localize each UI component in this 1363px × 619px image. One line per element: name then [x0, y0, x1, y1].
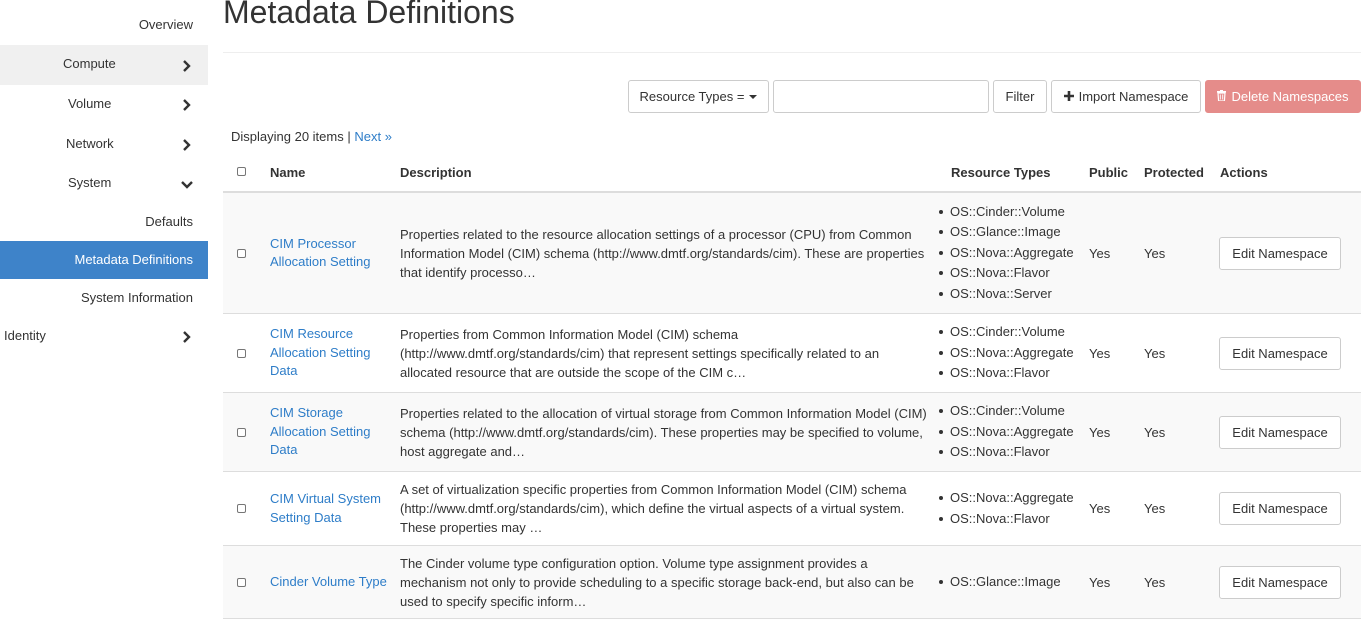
- row-select-cell: [237, 393, 246, 471]
- edit-namespace-button[interactable]: Edit Namespace: [1219, 566, 1341, 599]
- public-value: Yes: [1089, 345, 1111, 361]
- description-cell: [400, 472, 930, 545]
- actions-cell: [1219, 393, 1341, 471]
- resource-type-item: OS::Nova::Aggregate: [939, 422, 1074, 443]
- sidebar-item-defaults[interactable]: [0, 206, 208, 236]
- edit-namespace-button[interactable]: Edit Namespace: [1219, 492, 1341, 525]
- public-value: Yes: [1089, 245, 1111, 261]
- edit-namespace-button[interactable]: Edit Namespace: [1219, 337, 1341, 370]
- sidebar-item-label: System Information: [81, 290, 193, 305]
- row-checkbox[interactable]: [237, 249, 246, 258]
- sidebar-item-compute[interactable]: [0, 45, 208, 85]
- resource-type-item: OS::Glance::Image: [939, 222, 1074, 243]
- namespace-description: Properties from Common Information Model (CIM) schema (http://www.dmtf.org/standards/cim) that represent settings specifically related to an allocated resource that are outside the scope of the CIM c…: [400, 326, 880, 380]
- protected-cell: [1144, 314, 1165, 392]
- namespace-link[interactable]: Cinder Volume Type: [270, 573, 387, 589]
- protected-cell: [1144, 546, 1165, 618]
- page-title: Metadata Definitions: [223, 0, 515, 30]
- import-namespace-button[interactable]: [1051, 80, 1201, 113]
- column-header-public[interactable]: Public: [1089, 165, 1129, 180]
- resource-types-cell: [939, 314, 1074, 392]
- table-header: [223, 153, 1361, 193]
- delete-namespaces-button[interactable]: [1205, 80, 1361, 113]
- pagination-separator: |: [347, 129, 351, 144]
- column-header-description[interactable]: Description: [400, 165, 472, 180]
- name-cell: [270, 193, 388, 313]
- sidebar-item-label: System: [68, 175, 112, 190]
- resource-type-item: OS::Glance::Image: [939, 572, 1061, 593]
- column-header-name[interactable]: Name: [270, 165, 306, 180]
- resource-type-item: OS::Nova::Flavor: [939, 509, 1074, 530]
- resource-type-item: OS::Nova::Flavor: [939, 442, 1074, 463]
- resource-types-dropdown[interactable]: [628, 80, 769, 113]
- edit-namespace-button[interactable]: Edit Namespace: [1219, 237, 1341, 270]
- protected-value: Yes: [1144, 574, 1166, 590]
- resource-types-cell: [939, 472, 1074, 545]
- chevron-right-icon: [179, 97, 195, 113]
- namespaces-table: [223, 153, 1361, 619]
- actions-cell: [1219, 314, 1341, 392]
- column-header-actions: Actions: [1220, 165, 1268, 180]
- public-cell: [1089, 393, 1110, 471]
- public-cell: [1089, 472, 1110, 545]
- filter-button-label: Filter: [1005, 89, 1035, 104]
- sidebar-item-label: Network: [66, 136, 114, 151]
- select-all-checkbox[interactable]: [237, 167, 246, 176]
- resource-type-item: OS::Nova::Aggregate: [939, 488, 1074, 509]
- row-checkbox[interactable]: [237, 504, 246, 513]
- resource-types-cell: [939, 193, 1074, 313]
- title-divider: [223, 52, 1361, 53]
- row-select-cell: [237, 546, 246, 618]
- namespace-description: Properties related to the allocation of virtual storage from Common Information Model (CIM) schema (http://www.dmtf.org/standards/cim). These properties may be specified to volume, host aggregate and…: [400, 405, 927, 459]
- resource-types-list: [939, 401, 1074, 463]
- resource-type-item: OS::Nova::Aggregate: [939, 243, 1074, 264]
- caret-down-icon: [749, 95, 757, 99]
- sidebar-item-label: Defaults: [145, 214, 193, 229]
- sidebar-item-volume[interactable]: [0, 88, 208, 120]
- protected-value: Yes: [1144, 345, 1166, 361]
- name-cell: [270, 546, 388, 618]
- protected-value: Yes: [1144, 501, 1166, 516]
- sidebar-item-metadata-definitions[interactable]: [0, 241, 208, 279]
- actions-cell: [1219, 193, 1341, 313]
- column-header-resource-types[interactable]: Resource Types: [951, 165, 1051, 180]
- resource-type-item: OS::Nova::Aggregate: [939, 343, 1074, 364]
- resource-type-item: OS::Cinder::Volume: [939, 202, 1074, 223]
- protected-value: Yes: [1144, 245, 1166, 261]
- namespace-description: The Cinder volume type configuration option. Volume type assignment provides a mechanism not only to provide scheduling to a specific storage back-end, but also can be used to specify specific inform…: [400, 555, 914, 609]
- public-cell: [1089, 314, 1110, 392]
- namespace-description: Properties related to the resource allocation settings of a processor (CPU) from Common Information Model (CIM) schema (http://www.dmtf.org/standards/cim). These are properties that identify processo…: [400, 226, 925, 280]
- description-cell: [400, 546, 930, 618]
- filter-button[interactable]: [993, 80, 1047, 113]
- chevron-right-icon: [179, 58, 195, 74]
- row-select-cell: [237, 314, 246, 392]
- public-value: Yes: [1089, 574, 1111, 590]
- namespace-link[interactable]: CIM Processor Allocation Setting: [270, 235, 371, 269]
- trash-icon: [1217, 89, 1226, 104]
- resource-types-cell: [939, 546, 1061, 618]
- namespace-link[interactable]: CIM Resource Allocation Setting Data: [270, 326, 371, 379]
- column-header-protected[interactable]: Protected: [1144, 165, 1204, 180]
- public-value: Yes: [1089, 424, 1111, 440]
- namespace-description: A set of virtualization specific properties from Common Information Model (CIM) schema (http://www.dmtf.org/standards/cim), which define the virtual aspects of a virtual system. These properties may …: [400, 482, 907, 535]
- public-cell: [1089, 546, 1110, 618]
- namespace-link[interactable]: CIM Storage Allocation Setting Data: [270, 405, 371, 458]
- sidebar-item-system-information[interactable]: [0, 282, 208, 312]
- resource-types-label: Resource Types =: [639, 89, 745, 104]
- sidebar-item-system[interactable]: [0, 167, 208, 199]
- description-cell: [400, 193, 930, 313]
- protected-value: Yes: [1144, 424, 1166, 440]
- sidebar-item-label: Volume: [68, 96, 112, 111]
- edit-namespace-button[interactable]: Edit Namespace: [1219, 416, 1341, 449]
- sidebar-item-label: Compute: [63, 56, 116, 71]
- actions-cell: [1219, 546, 1341, 618]
- chevron-right-icon: [179, 137, 195, 153]
- table-row: [223, 472, 1361, 546]
- resource-types-list: [939, 322, 1074, 384]
- sidebar-item-identity[interactable]: [0, 320, 208, 352]
- resource-type-item: OS::Nova::Flavor: [939, 263, 1074, 284]
- public-value: Yes: [1089, 501, 1111, 516]
- resource-types-list: [939, 202, 1074, 305]
- table-row: [223, 314, 1361, 393]
- resource-types-list: [939, 572, 1061, 593]
- row-checkbox[interactable]: [237, 578, 246, 587]
- resource-types-cell: [939, 393, 1074, 471]
- sidebar-item-label: Overview: [138, 17, 193, 32]
- protected-cell: [1144, 472, 1165, 545]
- description-cell: [400, 314, 930, 392]
- table-row: [223, 393, 1361, 472]
- sidebar-item-network[interactable]: [0, 128, 208, 160]
- sidebar-item-overview[interactable]: [0, 14, 208, 38]
- plus-icon: [1064, 89, 1074, 104]
- name-cell: [270, 472, 388, 545]
- row-select-cell: [237, 472, 246, 545]
- resource-type-item: OS::Cinder::Volume: [939, 401, 1074, 422]
- protected-cell: [1144, 393, 1165, 471]
- chevron-right-icon: [179, 329, 195, 345]
- table-row: [223, 546, 1361, 619]
- row-checkbox[interactable]: [237, 428, 246, 437]
- name-cell: [270, 393, 388, 471]
- table-body: [223, 193, 1361, 619]
- next-page-link[interactable]: Next »: [354, 129, 392, 144]
- resource-type-item: OS::Nova::Server: [939, 284, 1074, 305]
- description-cell: [400, 393, 930, 471]
- sidebar-item-label: Metadata Definitions: [74, 252, 193, 267]
- pagination-summary: [231, 129, 392, 144]
- item-count: Displaying 20 items: [231, 129, 344, 144]
- row-checkbox[interactable]: [237, 349, 246, 358]
- sidebar: [0, 0, 208, 610]
- namespace-link[interactable]: CIM Virtual System Setting Data: [270, 491, 382, 525]
- table-row: [223, 193, 1361, 314]
- filter-input[interactable]: [773, 80, 989, 113]
- row-select-cell: [237, 193, 246, 313]
- resource-type-item: OS::Cinder::Volume: [939, 322, 1074, 343]
- actions-cell: [1219, 472, 1341, 545]
- public-cell: [1089, 193, 1110, 313]
- resource-types-list: [939, 488, 1074, 529]
- name-cell: [270, 314, 388, 392]
- delete-namespaces-label: Delete Namespaces: [1231, 89, 1349, 104]
- chevron-down-icon: [179, 177, 195, 193]
- resource-type-item: OS::Nova::Flavor: [939, 363, 1074, 384]
- protected-cell: [1144, 193, 1165, 313]
- import-namespace-label: Import Namespace: [1078, 89, 1189, 104]
- sidebar-item-label: Identity: [4, 328, 46, 343]
